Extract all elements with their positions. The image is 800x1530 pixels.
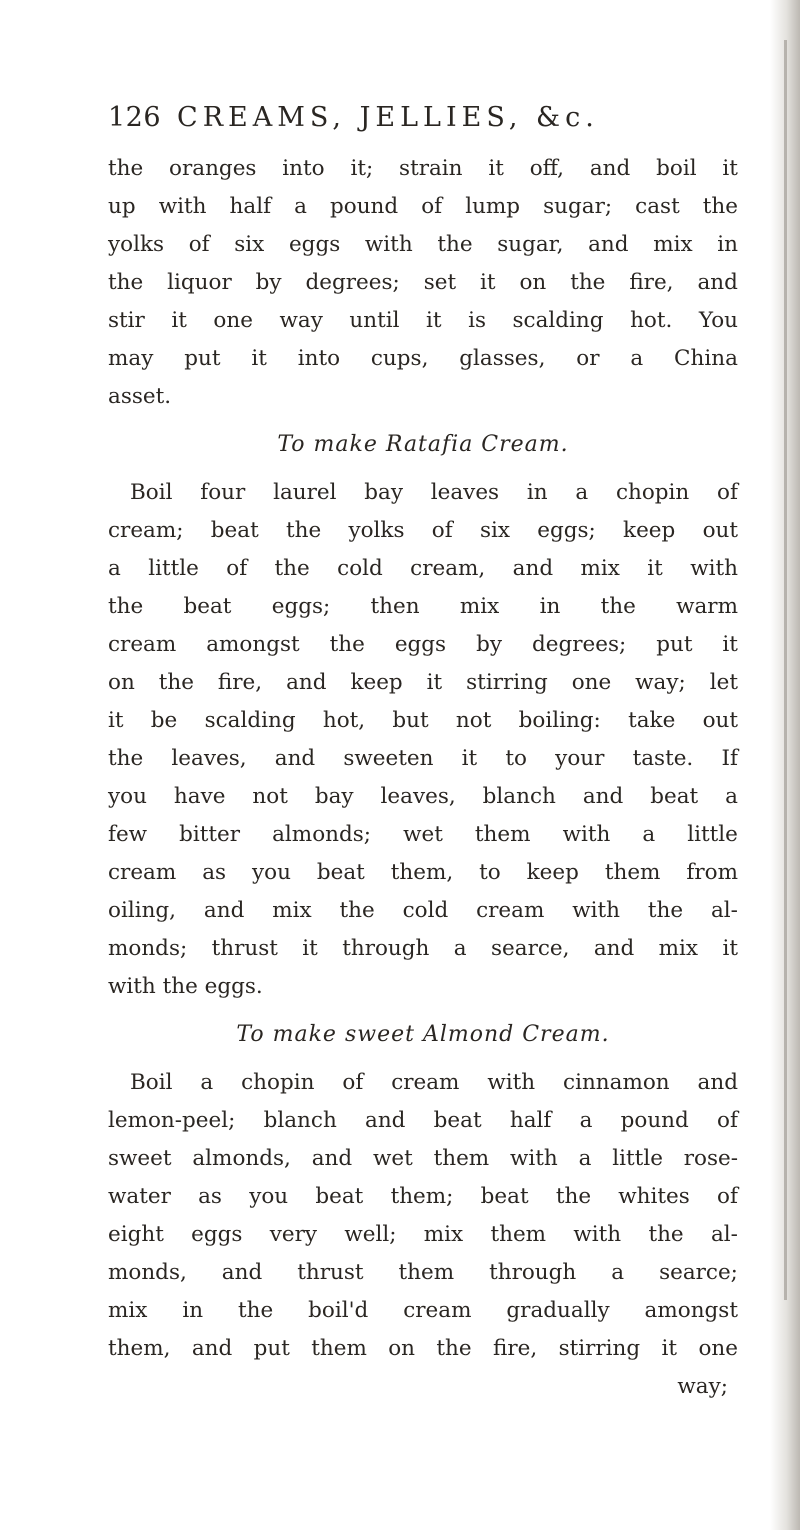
page-number: 126 [108, 102, 162, 133]
text-line: Boil four laurel bay leaves in a chopin of [130, 480, 738, 505]
text-line: cream as you beat them, to keep them from [108, 860, 738, 885]
text-line: monds; thrust it through a searce, and mix it [108, 936, 738, 961]
running-head: CREAMS, JELLIES, &c. [177, 102, 599, 133]
text-line: you have not bay leaves, blanch and beat a [108, 784, 738, 809]
text-line: asset. [108, 384, 172, 409]
text-line: stir it one way until it is scalding hot. You [108, 308, 738, 333]
text-line: cream; beat the yolks of six eggs; keep out [108, 518, 738, 543]
text-line: the leaves, and sweeten it to your taste. If [108, 746, 738, 771]
text-line: eight eggs very well; mix them with the al- [108, 1222, 738, 1247]
text-line: on the fire, and keep it stirring one way; let [108, 670, 738, 695]
text-line: the oranges into it; strain it off, and boil it [108, 156, 738, 181]
recipe-body-almond-cream [108, 1064, 738, 1368]
recipe-body-ratafia-cream [108, 474, 738, 1006]
text-line: the liquor by degrees; set it on the fire, and [108, 270, 738, 295]
continued-paragraph [108, 150, 738, 416]
text-line: a little of the cold cream, and mix it with [108, 556, 738, 581]
text-line: with the eggs. [108, 974, 263, 999]
text-line: few bitter almonds; wet them with a little [108, 822, 738, 847]
text-line: lemon-peel; blanch and beat half a pound of [108, 1108, 738, 1133]
page-header [108, 102, 728, 152]
text-line: up with half a pound of lump sugar; cast the [108, 194, 738, 219]
page-body [108, 150, 738, 1406]
text-line: the beat eggs; then mix in the warm [108, 594, 738, 619]
text-line: it be scalding hot, but not boiling: take out [108, 708, 738, 733]
text-line: water as you beat them; beat the whites of [108, 1184, 738, 1209]
recipe-title-almond-cream: To make sweet Almond Cream. [236, 1022, 610, 1047]
text-line: Boil a chopin of cream with cinnamon and [130, 1070, 738, 1095]
text-line: sweet almonds, and wet them with a little rose- [108, 1146, 738, 1171]
text-line: may put it into cups, glasses, or a China [108, 346, 738, 371]
recipe-title-ratafia-cream: To make Ratafia Cream. [277, 432, 569, 457]
text-line: cream amongst the eggs by degrees; put it [108, 632, 738, 657]
page-gutter-line [784, 40, 787, 1300]
text-line: yolks of six eggs with the sugar, and mix in [108, 232, 738, 257]
text-line: them, and put them on the fire, stirring it one [108, 1336, 738, 1361]
text-line: oiling, and mix the cold cream with the al- [108, 898, 738, 923]
text-line: mix in the boil'd cream gradually amongst [108, 1298, 738, 1323]
catchword: way; [677, 1374, 728, 1399]
text-line: monds, and thrust them through a searce; [108, 1260, 738, 1285]
